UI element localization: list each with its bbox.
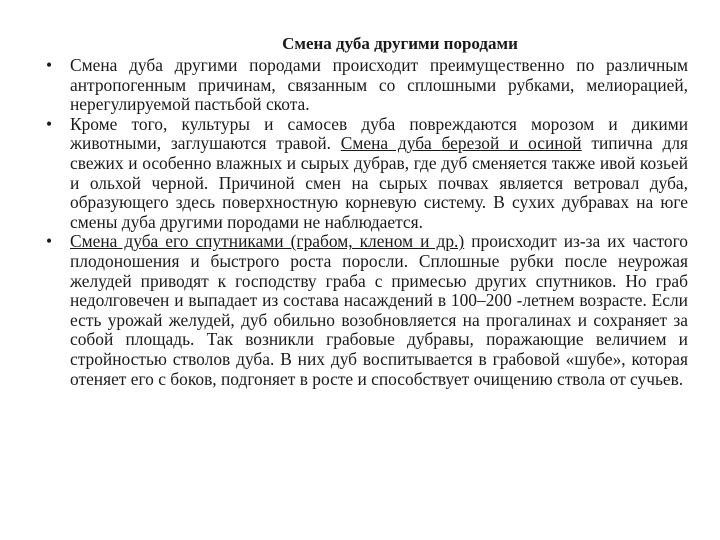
bullet-item-3: [42, 232, 688, 389]
bullet-item-2: [42, 115, 688, 233]
bullet-dot: •: [45, 113, 53, 134]
bullet-text: Смена дуба другими породами происходит преимущественно по различным антропогенным причинам, связанным со сплошными рубками, мелиорацией, нерегулируемой пастьбой скота.: [70, 55, 688, 115]
bullet-list: [42, 56, 688, 389]
bullet-item-1: [42, 56, 688, 115]
bullet-dot: •: [45, 55, 53, 75]
underlined-phrase: Смена дуба его спутниками (грабом, кленом и др.): [70, 231, 465, 252]
slide-title: Смена дуба другими породами: [282, 34, 518, 53]
bullet-text-rest: типична для свежих и особенно влажных и сырых дубрав, где дуб сменяется также ивой козьей и ольхой черной. Причиной смен на сырых почвах является ветровал дуба, образующего здесь поверхностную корневую систему. В сухих дубравах на юге смены дуба другими породами не наблюдается.: [70, 133, 689, 232]
bullet-text-intro: Кроме того, культуры и самосев дуба повреждаются морозом и дикими животными, заглушаются травой.: [70, 113, 688, 154]
bullet-text-rest: происходит из-за их частого плодоношения и быстрого роста поросли. Сплошные рубки после неурожая желудей приводят к господству граба с примесью других спутников. Но граб недолговечен и выпадает из состава насаждений в 100–200 -летнем возрасте. Если есть урожай желудей, дуб обильно возобновляется на прогалинах и сохраняет за собой площадь. Так возникли грабовые дубравы, поражающие величием и стройностью стволов дуба. В них дуб воспитывается в грабовой «шубе», которая отеняет его с боков, подгоняет в росте и способствует очищению ствола от сучьев.: [70, 231, 688, 389]
underlined-phrase: Смена дуба березой и осиной: [340, 133, 582, 154]
bullet-dot: •: [45, 231, 53, 252]
